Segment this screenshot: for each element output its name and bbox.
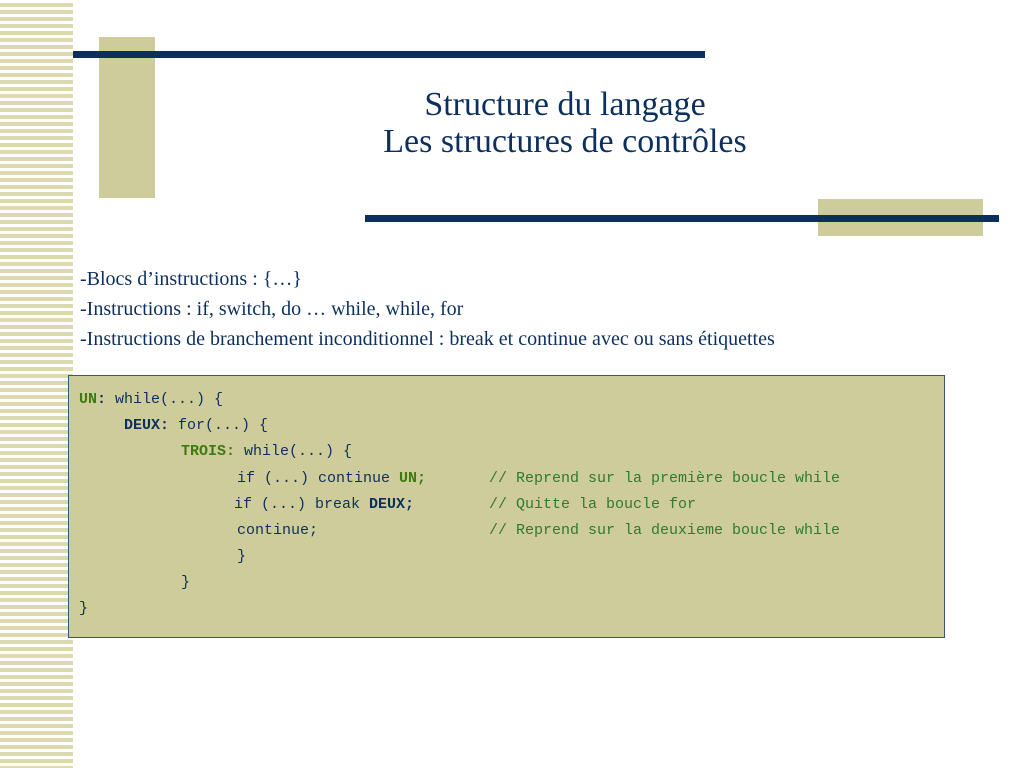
code-line-6: continue; — [237, 522, 319, 539]
top-khaki-block — [99, 37, 155, 198]
bottom-navy-rule — [365, 215, 999, 222]
bullet-list — [80, 264, 775, 354]
code-line-9: } — [79, 600, 89, 617]
code-line-5: if (...) break DEUX; — [234, 496, 415, 513]
code-line-1: UN: while(...) { — [79, 391, 224, 408]
code-block — [68, 375, 945, 638]
slide-title — [300, 86, 830, 160]
top-navy-rule — [73, 51, 705, 58]
bullet-instructions: -Instructions : if, switch, do … while, while, for — [80, 298, 464, 320]
label-deux: DEUX: — [124, 417, 170, 434]
code-line-3: TROIS: while(...) { — [181, 443, 353, 460]
code-line-2: DEUX: for(...) { — [124, 417, 269, 434]
left-stripe-decoration — [0, 0, 73, 768]
code-comment-5: // Quitte la boucle for — [489, 496, 697, 513]
title-line-1: Structure du langage — [424, 86, 706, 123]
label-un: UN — [79, 391, 98, 408]
code-line-7: } — [237, 548, 247, 565]
title-line-2: Les structures de contrôles — [383, 123, 747, 160]
code-comment-4: // Reprend sur la première boucle while — [489, 470, 841, 487]
label-trois: TROIS: — [181, 443, 236, 460]
code-comment-6: // Reprend sur la deuxieme boucle while — [489, 522, 841, 539]
bullet-blocs: -Blocs d’instructions : {…} — [80, 268, 302, 290]
code-line-4: if (...) continue UN; — [237, 470, 427, 487]
bullet-branchement: -Instructions de branchement inconditionnel : break et continue avec ou sans étiquettes — [80, 328, 775, 350]
code-line-8: } — [181, 574, 191, 591]
